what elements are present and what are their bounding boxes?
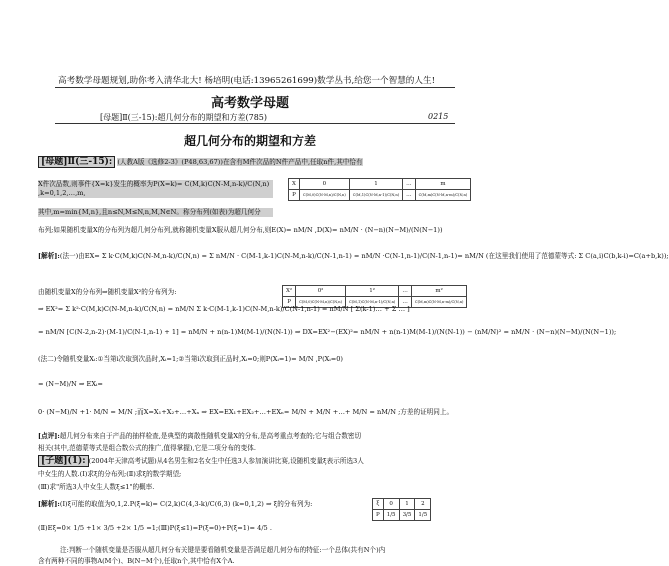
solution-tag: [解析]: xyxy=(38,252,60,260)
problem-tag: [母题]Ⅱ(三-15): xyxy=(38,156,115,168)
problem-line-3: 其中,m=min{M,n},且n≤N,M≤N,n,M,N∈N。称分布列(如表)为超几何分 xyxy=(38,208,273,217)
table-cell: 0² xyxy=(296,286,346,297)
table-cell: 2 xyxy=(415,499,431,510)
subsolution-line-1: [解析]:(Ⅰ)ξ可能的取值为0,1,2.P(ξ=k)= C(2,k)C(4,3-k)/C(6,3) (k=0,1,2) ⇒ ξ的分布列为: xyxy=(38,500,313,508)
banner-text: 高考数学母题规划,助你考入清华北大! 杨培明(电话:13965261699)数学丛书,给您一个智慧的人生! xyxy=(58,76,436,86)
page-code: 0215 xyxy=(428,112,449,121)
table-cell: P xyxy=(289,190,300,201)
document-title: 高考数学母题 xyxy=(210,96,289,111)
problem-line-4: 布列;如果随机变量X的分布列为超几何分布列,就称随机变量X服从超几何分布,则E(X)= nM/N ,D(X)= nM/N · (N−n)(N−M)/(N(N−1)) xyxy=(38,226,443,234)
problem-line-2: X件次品数,则事件{X=k}发生的概率为P(X=k)= C(M,k)C(N-M,n-k)/C(N,n) ,k=0,1,2,…,m, xyxy=(38,180,273,198)
solution-line-5: (法二)令随机变量Xᵢ:①当第i次取到次品时,Xᵢ=1;②当第i次取到正品时,Xᵢ=0;则P(Xᵢ=1)= M/N ,P(Xᵢ=0) xyxy=(38,355,343,363)
section-title: 超几何分布的期望和方差 xyxy=(183,134,316,148)
table-cell: m² xyxy=(411,286,467,297)
table-cell: 1/5 xyxy=(415,510,431,521)
subproblem-line-1: [子题](1): (2004年天津高考试题)从4名男生和2名女生中任选3人参加演讲比赛,设随机变量ξ表示所选3人 xyxy=(38,457,483,466)
distribution-table-x xyxy=(288,178,471,201)
distribution-table-xi xyxy=(372,498,431,521)
table-cell: m xyxy=(415,179,471,190)
table-cell: 0 xyxy=(383,499,399,510)
solution-line-3: ⇒ EX²= Σ k²·C(M,k)C(N-M,n-k)/C(N,n) = nM/N Σ k·C(M-1,k-1)C(N-M,n-k)/C(N-1,n-1) = nM/N [ Σ(k-1)… + Σ … ] xyxy=(38,305,410,313)
solution-line-2: 由随机变量X的分布列⇒随机变量X²的分布列为: xyxy=(38,288,177,296)
table-cell: C(M,1)C(N-M,n-1)/C(N,n) xyxy=(349,190,402,201)
table-cell: X xyxy=(289,179,300,190)
subsolution-tag: [解析]: xyxy=(38,500,60,508)
table-cell: C(M,0)C(N-M,n)/C(N,n) xyxy=(299,190,349,201)
table-cell: C(M,m)C(N-M,n-m)/C(N,n) xyxy=(411,297,467,308)
table-cell: C(M,1)C(N-M,n-1)/C(N,n) xyxy=(345,297,398,308)
comment-tag: [点评]: xyxy=(38,432,60,440)
table-cell: 1 xyxy=(349,179,402,190)
table-cell: C(M,0)C(N-M,n)/C(N,n) xyxy=(296,297,346,308)
table-cell: C(M,m)C(N-M,n-m)/C(N,n) xyxy=(415,190,471,201)
subtitle-rule xyxy=(55,123,455,124)
note-line-1: 注:判断一个随机变量是否服从超几何分布关键是要看随机变量是否满足超几何分布的特征:一个总体(共有N个)内 xyxy=(60,546,386,554)
table-cell: 0 xyxy=(299,179,349,190)
table-cell: 1/5 xyxy=(383,510,399,521)
table-cell: … xyxy=(399,286,412,297)
table-cell: X² xyxy=(283,286,296,297)
table-cell: … xyxy=(399,297,412,308)
subsolution-line-2: (Ⅱ)Eξ=0× 1/5 +1× 3/5 +2× 1/5 =1;(Ⅲ)P(ξ≤1)=P(ξ=0)+P(ξ=1)= 4/5 . xyxy=(38,524,272,532)
comment-line-2: 相关(其中,范德蒙等式是组合数公式的推广,值得掌握),它是二项分布的变体. xyxy=(38,444,256,452)
table-cell: … xyxy=(403,190,416,201)
table-cell: 1 xyxy=(399,499,415,510)
table-cell: 3/5 xyxy=(399,510,415,521)
solution-line-6: = (N−M)/N ⇒ EXᵢ= xyxy=(38,380,103,388)
subproblem-line-2: 中女生的人数.(Ⅰ)求ξ的分布列;(Ⅱ)求ξ的数学期望; xyxy=(38,470,182,478)
comment-line-1: [点评]:超几何分布来自于产品的抽样检查,是典型的离散性随机变量X的分布,是高考重点考查的;它与组合数密切 xyxy=(38,432,362,440)
note-line-2: 含有两种不同的事物A(M个)、B(N−M个),任取n个,其中恰有X个A. xyxy=(38,557,235,565)
solution-line-7: 0· (N−M)/N +1· M/N = M/N ;而X=X₁+X₂+…+Xₙ ⇒ EX=EX₁+EX₂+…+EXₙ= M/N + M/N +…+ M/N = nM/N ;方差的证明同上。 xyxy=(38,408,454,416)
table-cell: P xyxy=(373,510,384,521)
header-rule xyxy=(55,87,455,88)
subproblem-tag: [子题](1): xyxy=(38,455,89,467)
table-cell: 1² xyxy=(345,286,398,297)
solution-line-4: = nM/N [C(N-2,n-2)·(M-1)/C(N-1,n-1) + 1] = nM/N + n(n-1)M(M-1)/(N(N-1)) ⇒ DX=EX²−(EX)²= nM/N + n(n-1)M(M-1)/(N(N-1)) − (nM/N)² = nM/N · (N−n)(N−M)/(N(N−1)); xyxy=(38,328,617,336)
subproblem-line-3: (Ⅲ)求"所选3人中女生人数ξ≤1"的概率. xyxy=(38,483,155,491)
table-cell: P xyxy=(283,297,296,308)
problem-line-1: [母题]Ⅱ(三-15): (人教A版《选修2-3》(P48,63,67))在含有M件次品的N件产品中,任取n件,其中恰有 xyxy=(38,158,363,167)
table-cell: ξ xyxy=(373,499,384,510)
solution-line-1: [解析]:(法一)由EX= Σ k·C(M,k)C(N-M,n-k)/C(N,n) = Σ nM/N · C(M-1,k-1)C(N-M,n-k)/C(N-1,n-1) = nM/N ·C(N-1,n-1)/C(N-1,n-1)= nM/N (在这里我们使用了范德蒙等式: Σ C(a,i)C(b,k-i)=C(a+b,k)); xyxy=(38,252,669,260)
subtitle-line: [母题]Ⅱ(三-15):超几何分布的期望和方差(785) xyxy=(100,113,268,122)
table-cell: … xyxy=(403,179,416,190)
